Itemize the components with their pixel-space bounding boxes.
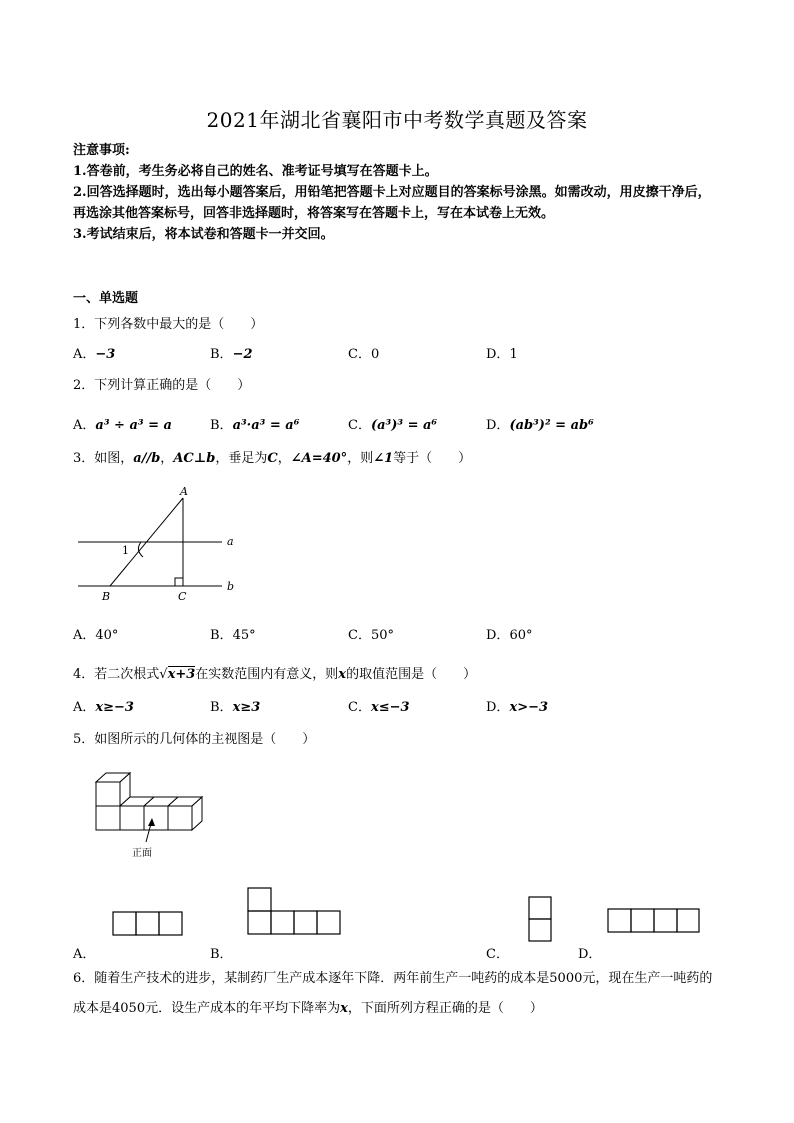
q4-option-d (486, 696, 548, 715)
notes-heading: 注意事项: (73, 143, 130, 158)
math-point-c: C (267, 451, 278, 466)
q5-option-c-label: C． (486, 947, 509, 962)
q4-stem (73, 663, 476, 682)
view-cell (159, 912, 182, 935)
option-label: C． (348, 347, 371, 362)
view-cell (608, 909, 631, 932)
option-label: B． (210, 418, 233, 433)
label-line-b: b (227, 580, 235, 593)
stem-text: 的取值范围是（ ） (346, 667, 477, 682)
view-cell (631, 909, 654, 932)
option-value: a³ ÷ a³ = a (95, 418, 172, 433)
math-var-x: x (340, 1001, 348, 1016)
q3-option-a (73, 624, 118, 643)
math-parallel: a//b (133, 451, 161, 466)
note-item: 2.回答选择题时，选出每小题答案后，用铅笔把答题卡上对应题目的答案标号涂黑。如需改动，用皮擦干净后，再选涂其他答案标号，回答非选择题时，将答案写在答题卡上，写在本试卷上无效。 (73, 185, 711, 221)
option-value: 1 (509, 347, 518, 362)
math-var-x: x (338, 667, 347, 682)
option-label: A． (73, 347, 96, 362)
cube-front-face (144, 806, 168, 830)
label-b-point: B (102, 590, 111, 603)
option-value: a³·a³ = a⁶ (232, 418, 300, 433)
q4-option-a (73, 696, 134, 715)
view-cell (113, 912, 136, 935)
stem-text: ， (277, 451, 291, 466)
page-title: 2021年湖北省襄阳市中考数学真题及答案 (206, 108, 588, 132)
q4-option-b (210, 696, 260, 715)
stem-text: 在实数范围内有意义，则 (195, 667, 339, 682)
stem-text: ， (160, 451, 174, 466)
label-a-point: A (180, 485, 188, 498)
stem-text: 3．如图， (73, 451, 134, 466)
option-value: x≥−3 (95, 700, 134, 715)
q5-option-a-label: A． (73, 947, 96, 962)
option-value: x≤−3 (370, 700, 410, 715)
right-angle-mark (175, 578, 183, 586)
view-cell (248, 911, 271, 934)
option-value: 45° (232, 628, 256, 643)
label-angle-1: 1 (122, 544, 129, 557)
view-cell (529, 897, 551, 919)
front-label: 正面 (132, 848, 152, 859)
view-cell (271, 911, 294, 934)
view-cell (529, 919, 551, 941)
label-line-a: a (227, 535, 234, 548)
option-value: x≥3 (232, 700, 261, 715)
option-label: B． (210, 700, 233, 715)
q5-option-c-view (529, 897, 551, 941)
option-value: (a³)³ = a⁶ (370, 418, 438, 433)
q5-option-d-label: D． (578, 947, 602, 962)
math-angle-1: ∠1 (373, 451, 394, 466)
cube-front-face (96, 806, 120, 830)
view-cell (136, 912, 159, 935)
option-value: 0 (370, 347, 380, 362)
option-label: D． (486, 347, 510, 362)
option-label: D． (486, 700, 510, 715)
q5-option-d-view (608, 909, 699, 932)
option-value: x>−3 (509, 700, 549, 715)
option-value: −3 (95, 347, 116, 362)
view-cell (317, 911, 340, 934)
cube-front-face (120, 806, 144, 830)
math-angle-a: ∠A=40° (290, 451, 348, 466)
stem-text: 6．随着生产技术的进步，某制药厂生产成本逐年下降．两年前生产一吨药的成本是5000元，现在生产一吨药的成本是4050元．设生产成本的年平均下降率为 (73, 971, 713, 1016)
q5-stem: 5．如图所示的几何体的主视图是（ ） (73, 732, 316, 747)
view-cell (677, 909, 699, 932)
cube-front-face (96, 782, 120, 806)
q3-option-c (348, 624, 394, 643)
option-value: 50° (370, 628, 394, 643)
q5-option-b-label: B． (210, 947, 233, 962)
view-cell (248, 888, 271, 911)
option-label: C． (348, 418, 371, 433)
option-label: B． (210, 628, 233, 643)
note-item: 1.答卷前，考生务必将自己的姓名、准考证号填写在答题卡上。 (73, 164, 438, 179)
option-label: A． (73, 628, 96, 643)
stem-text: 等于（ ） (393, 451, 472, 466)
option-label: C． (348, 628, 371, 643)
note-item: 3.考试结束后，将本试卷和答题卡一并交回。 (73, 227, 334, 242)
label-c-point: C (178, 590, 187, 603)
section-title: 一、单选题 (73, 291, 139, 306)
option-value: −2 (232, 347, 253, 362)
option-label: A． (73, 418, 96, 433)
q3-option-d (486, 624, 532, 643)
q6-stem (73, 964, 723, 1024)
q5-solid-figure (96, 773, 202, 830)
view-cell (294, 911, 317, 934)
q3-option-b (210, 624, 256, 643)
option-label: A． (73, 700, 96, 715)
option-label: D． (486, 418, 510, 433)
q4-option-c (348, 696, 410, 715)
math-perpendicular: AC⊥b (173, 451, 216, 466)
sqrt-symbol: √ (159, 667, 168, 682)
q1-stem: 1．下列各数中最大的是（ ） (73, 317, 264, 332)
option-value: 60° (509, 628, 533, 643)
option-label: B． (210, 347, 233, 362)
q5-option-a-view (113, 912, 182, 935)
cube-front-face (168, 806, 192, 830)
stem-text: ，垂足为 (215, 451, 268, 466)
stem-text: ，则 (347, 451, 374, 466)
q2-stem: 2．下列计算正确的是（ ） (73, 378, 251, 393)
stem-text: 4．若二次根式 (73, 667, 160, 682)
option-value: 40° (95, 628, 119, 643)
stem-text: ，下面所列方程正确的是（ ） (347, 1001, 543, 1016)
sqrt-radicand: x+3 (167, 667, 196, 682)
q5-option-b-view (248, 888, 340, 934)
option-label: C． (348, 700, 371, 715)
view-cell (654, 909, 677, 932)
option-label: D． (486, 628, 510, 643)
option-value: (ab³)² = ab⁶ (509, 418, 594, 433)
